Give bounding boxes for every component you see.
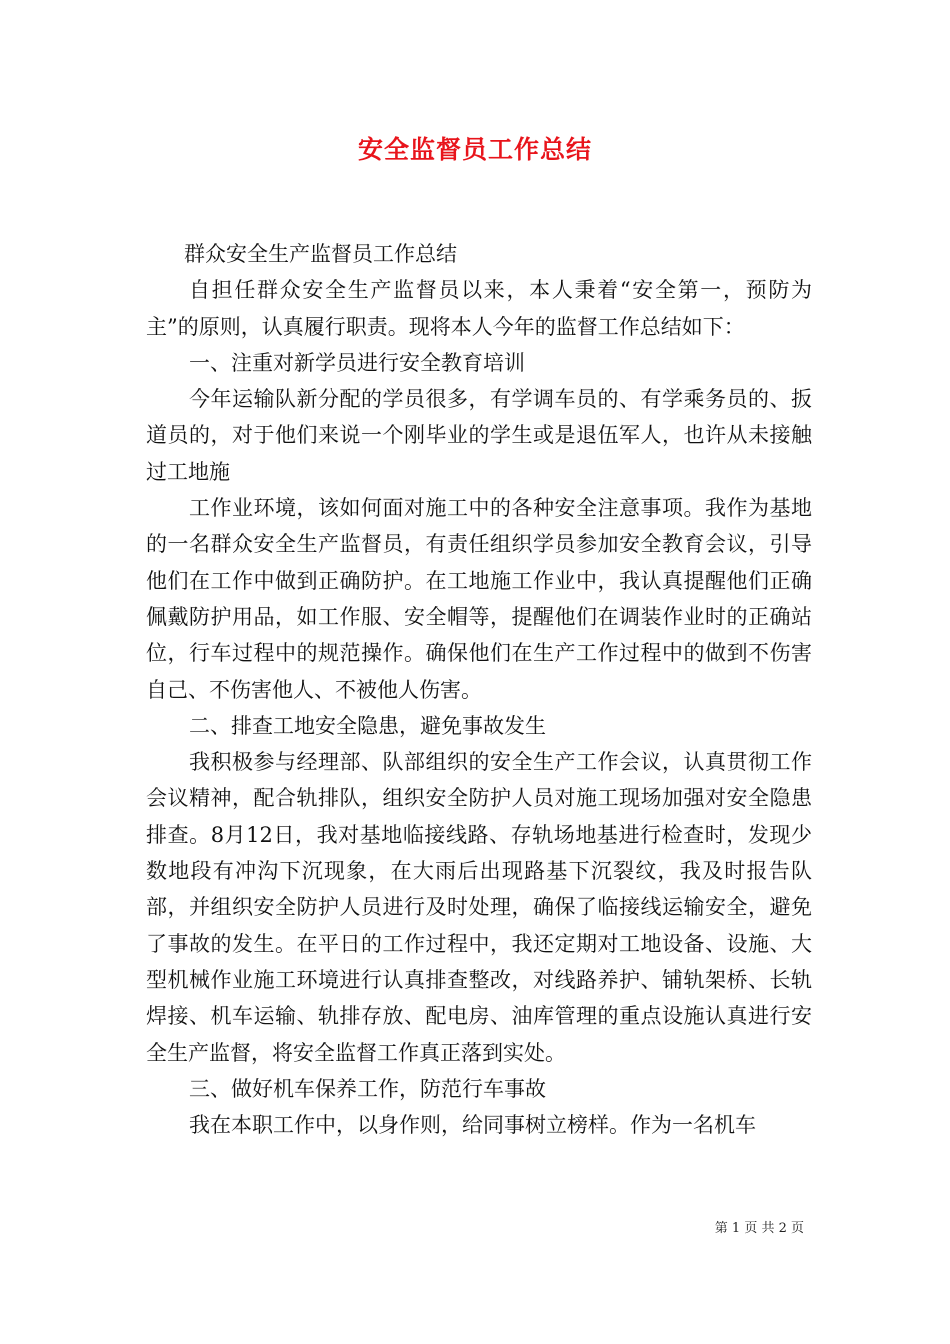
paragraph-section-3: 我在本职工作中，以身作则，给同事树立榜样。作为一名机车 xyxy=(189,1113,756,1138)
section-heading-2: 二、排查工地安全隐患，避免事故发生 xyxy=(189,713,546,738)
paragraph-section-1a: 今年运输队新分配的学员很多，有学调车员的、有学乘务员的、扳道员的，对于他们来说一个刚毕业的学生或是退伍军人，也许从未接触过工地施 xyxy=(146,387,812,484)
section-heading-3: 三、做好机车保养工作，防范行车事故 xyxy=(189,1076,546,1101)
paragraph-section-2: 我积极参与经理部、队部组织的安全生产工作会议，认真贯彻工作会议精神，配合轨排队，组织安全防护人员对施工现场加强对安全隐患排查。8月12日，我对基地临接线路、存轨场地基进行检查时，发现少数地段有冲沟下沉现象，在大雨后出现路基下沉裂纹，我及时报告队部，并组织安全防护人员进行及时处理，确保了临接线运输安全，避免了事故的发生。在平日的工作过程中，我还定期对工地设备、设施、大型机械作业施工环境进行认真排查整改，对线路养护、铺轨架桥、长轨焊接、机车运输、轨排存放、配电房、油库管理的重点设施认真进行安全生产监督，将安全监督工作真正落到实处。 xyxy=(146,750,812,1065)
page-number: 第 1 页 共 2 页 xyxy=(714,1221,804,1236)
paragraph-intro: 自担任群众安全生产监督员以来，本人秉着“安全第一，预防为主”的原则，认真履行职责。现将本人今年的监督工作总结如下： xyxy=(146,278,812,339)
paragraph-section-1b: 工作业环境，该如何面对施工中的各种安全注意事项。我作为基地的一名群众安全生产监督员，有责任组织学员参加安全教育会议，引导他们在工作中做到正确防护。在工地施工作业中，我认真提醒他们正确佩戴防护用品，如工作服、安全帽等，提醒他们在调装作业时的正确站位，行车过程中的规范操作。确保他们在生产工作过程中的做到不伤害自己、不伤害他人、不被他人伤害。 xyxy=(146,496,812,702)
paragraph-subtitle: 群众安全生产监督员工作总结 xyxy=(184,242,457,266)
document-body xyxy=(146,236,812,1143)
section-heading-1: 一、注重对新学员进行安全教育培训 xyxy=(189,350,525,375)
document-title: 安全监督员工作总结 xyxy=(357,135,592,164)
